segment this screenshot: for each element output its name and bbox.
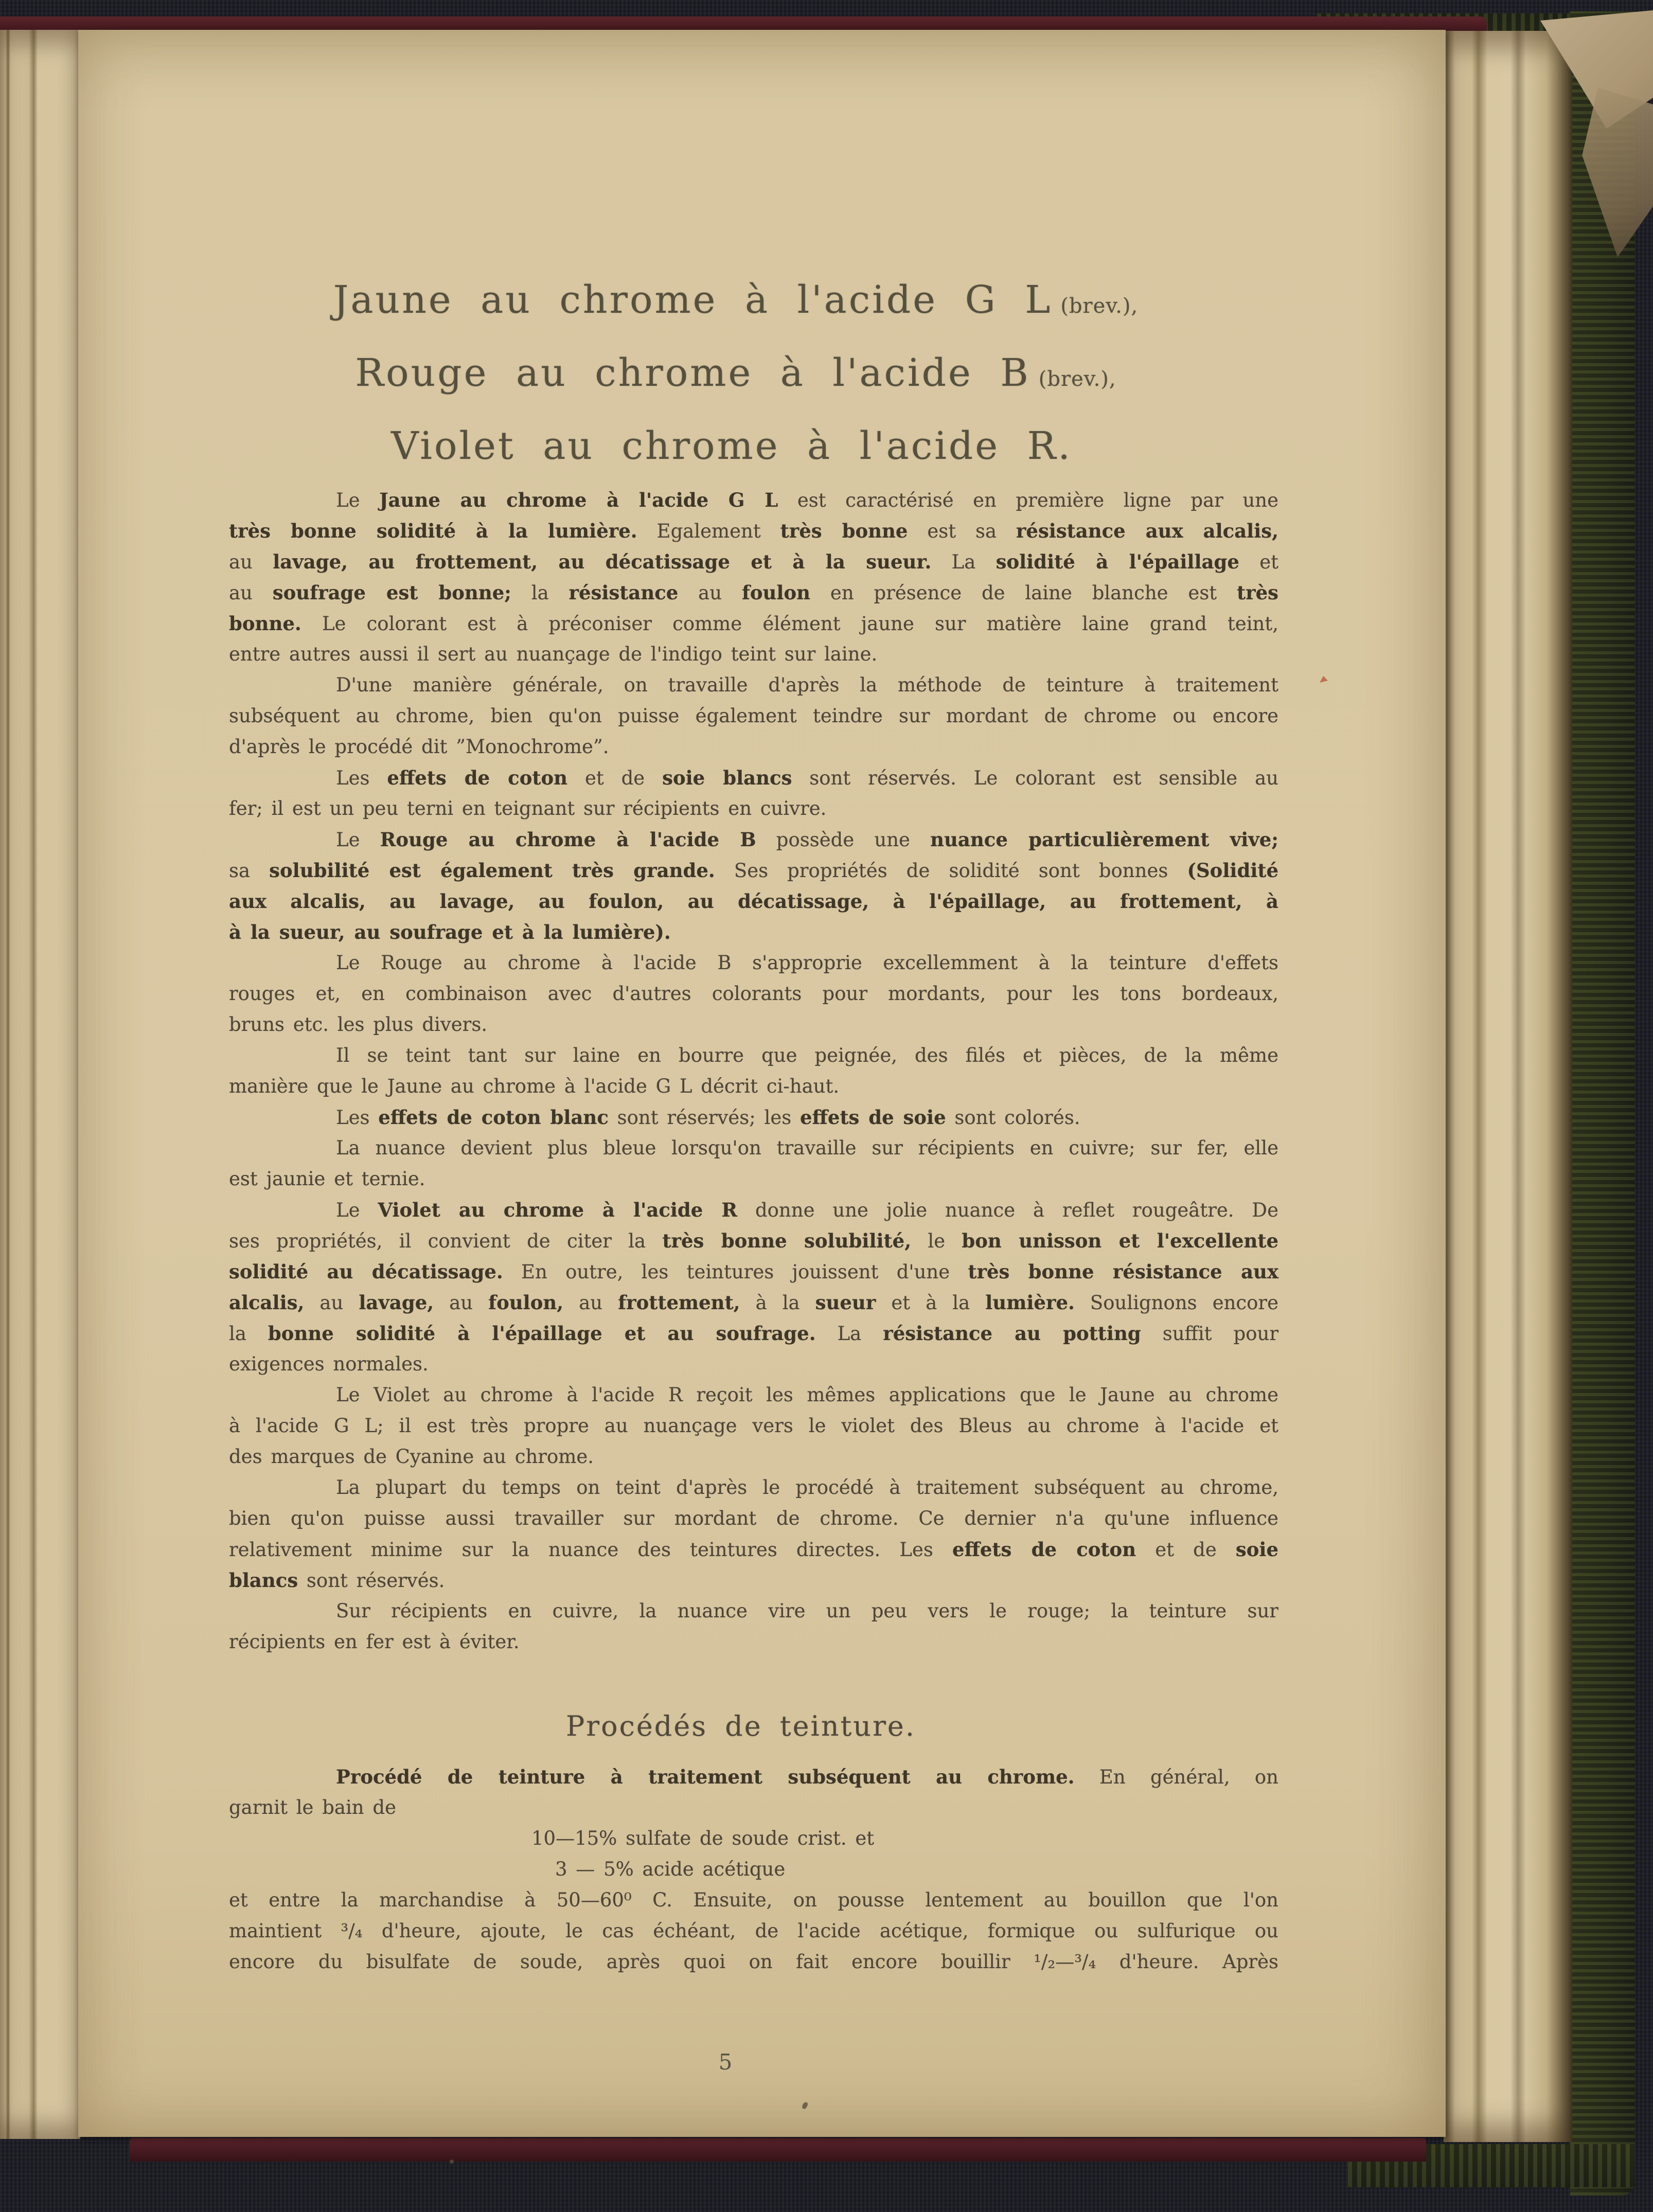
title-brev-suffix: (brev.), [1060, 294, 1139, 318]
paragraph [229, 1596, 1278, 1657]
paragraph [229, 1885, 1278, 1977]
text-line: La plupart du temps on teint d'après le procédé à traitement subséquent au chrome, [336, 1476, 1278, 1499]
text-line: Le Violet au chrome à l'acide R reçoit les mêmes applications que le Jaune au chrome [336, 1384, 1278, 1406]
title-brev-suffix: (brev.), [1038, 367, 1116, 391]
text-line: d'après le procédé dit ”Monochrome”. [229, 736, 609, 758]
dark-speck [801, 2101, 808, 2110]
paragraph [229, 1380, 1278, 1472]
text-line: encore du bisulfate de soude, après quoi on fait encore bouillir ¹/₂—³/₄ d'heure. Après [229, 1951, 1278, 1973]
title-line-rouge [203, 336, 1268, 409]
page-number: 5 [718, 2049, 733, 2075]
paragraph [229, 485, 1278, 670]
text-line: La nuance devient plus bleue lorsqu'on travaille sur récipients en cuivre; sur fer, elle [336, 1137, 1278, 1159]
red-ink-fleck [1320, 676, 1328, 683]
text-line: rouges et, en combinaison avec d'autres colorants pour mordants, pour les tons bordeaux, [229, 983, 1278, 1005]
text-line: subséquent au chrome, bien qu'on puisse également teindre sur mordant de chrome ou encore [229, 705, 1278, 727]
body-text-2 [229, 1761, 1278, 1977]
section-heading: Procédés de teinture. [565, 1710, 916, 1742]
text-line: fer; il est un peu terni en teignant sur récipients en cuivre. [229, 797, 827, 819]
text-line: maintient ³/₄ d'heure, ajoute, le cas échéant, de l'acide acétique, formique ou sulfurique ou [229, 1920, 1278, 1942]
text-line: ses propriétés, il convient de citer la très bonne solubilité, le bon unisson et l'excellente [229, 1229, 1278, 1252]
text-line: aux alcalis, au lavage, au foulon, au décatissage, à l'épaillage, au frottement, à [229, 890, 1278, 913]
title-line-violet [203, 409, 1268, 483]
paragraph [229, 1472, 1278, 1596]
text-line: Le Violet au chrome à l'acide R donne une jolie nuance à reflet rougeâtre. De [336, 1199, 1278, 1221]
text-line: au soufrage est bonne; la résistance au foulon en présence de laine blanche est très [229, 581, 1278, 604]
text-line: relativement minime sur la nuance des teintures directes. Les effets de coton et de soie [229, 1538, 1278, 1561]
paragraph [229, 670, 1278, 762]
text-line: 3 — 5% acide acétique [555, 1858, 786, 1880]
text-line: Les effets de coton blanc sont réservés; les effets de soie sont colorés. [336, 1106, 1080, 1129]
title-line-jaune [203, 263, 1268, 336]
text-line: manière que le Jaune au chrome à l'acide G L décrit ci-haut. [229, 1075, 840, 1097]
text-line: Le Rouge au chrome à l'acide B possède une nuance particulièrement vive; [336, 828, 1278, 851]
text-line: récipients en fer est à éviter. [229, 1631, 520, 1653]
book-page [78, 30, 1446, 2137]
text-line: la bonne solidité à l'épaillage et au soufrage. La résistance au potting suffit pour [229, 1322, 1279, 1345]
text-line: Procédé de teinture à traitement subséquent au chrome. En général, on [336, 1765, 1278, 1788]
title-text: Violet au chrome à l'acide R. [391, 424, 1072, 468]
text-line: Le Rouge au chrome à l'acide B s'approprie excellemment à la teinture d'effets [336, 952, 1278, 974]
text-line: entre autres aussi il sert au nuançage de l'indigo teint sur laine. [229, 643, 878, 665]
page-stack-right-edge [1444, 31, 1572, 2142]
text-line: sa solubilité est également très grande. Ses propriétés de solidité sont bonnes (Solidité [229, 859, 1279, 882]
text-line: des marques de Cyanine au chrome. [229, 1446, 594, 1468]
text-line: blancs sont réservés. [229, 1569, 445, 1592]
paragraph [229, 1823, 1278, 1885]
small-speck [450, 2160, 454, 2164]
paragraph [229, 1194, 1278, 1380]
text-line: solidité au décatissage. En outre, les teintures jouissent d'une très bonne résistance aux [229, 1260, 1279, 1283]
text-line: bien qu'on puisse aussi travailler sur mordant de chrome. Ce dernier n'a qu'une influence [229, 1507, 1278, 1529]
text-line: bonne. Le colorant est à préconiser comme élément jaune sur matière laine grand teint, [229, 612, 1278, 635]
paragraph [229, 1133, 1278, 1194]
paragraph [229, 1102, 1278, 1133]
page-stack-left-edge [0, 30, 80, 2139]
page-titles [203, 263, 1268, 483]
title-text: Rouge au chrome à l'acide B [355, 351, 1030, 395]
text-line: garnit le bain de [229, 1796, 396, 1818]
text-line: Il se teint tant sur laine en bourre que peignée, des filés et pièces, de la même [336, 1044, 1278, 1066]
title-text: Jaune au chrome à l'acide G L [333, 278, 1053, 322]
text-line: D'une manière générale, on travaille d'après la méthode de teinture à traitement [336, 674, 1278, 696]
paragraph [229, 948, 1278, 1040]
text-line: bruns etc. les plus divers. [229, 1013, 488, 1036]
paragraph [229, 824, 1278, 948]
text-line: Le Jaune au chrome à l'acide G L est caractérisé en première ligne par une [336, 489, 1278, 511]
text-line: à l'acide G L; il est très propre au nuançage vers le violet des Bleus au chrome à l'acide et [229, 1415, 1278, 1437]
text-line: à la sueur, au soufrage et à la lumière). [229, 921, 671, 943]
text-line: est jaunie et ternie. [229, 1168, 425, 1190]
text-line: exigences normales. [229, 1353, 429, 1375]
text-line: Les effets de coton et de soie blancs sont réservés. Le colorant est sensible au [336, 766, 1278, 789]
cover-board-edge-right [1570, 11, 1635, 2196]
text-line: 10—15% sulfate de soude crist. et [531, 1827, 875, 1849]
text-line: très bonne solidité à la lumière. Egalement très bonne est sa résistance aux alcalis, [229, 520, 1279, 542]
text-line: Sur récipients en cuivre, la nuance vire un peu vers le rouge; la teinture sur [336, 1600, 1278, 1622]
text-line: et entre la marchandise à 50—60⁰ C. Ensuite, on pousse lentement au bouillon que l'on [229, 1889, 1278, 1911]
leather-trim-bottom [130, 2138, 1426, 2162]
paragraph [229, 762, 1278, 824]
paragraph [229, 1040, 1278, 1102]
text-line: au lavage, au frottement, au décatissage et à la sueur. La solidité à l'épaillage et [229, 550, 1279, 573]
text-line: alcalis, au lavage, au foulon, au frottement, à la sueur et à la lumière. Soulignons encore [229, 1291, 1279, 1314]
body-text-1 [229, 485, 1278, 1657]
paragraph [229, 1761, 1278, 1823]
